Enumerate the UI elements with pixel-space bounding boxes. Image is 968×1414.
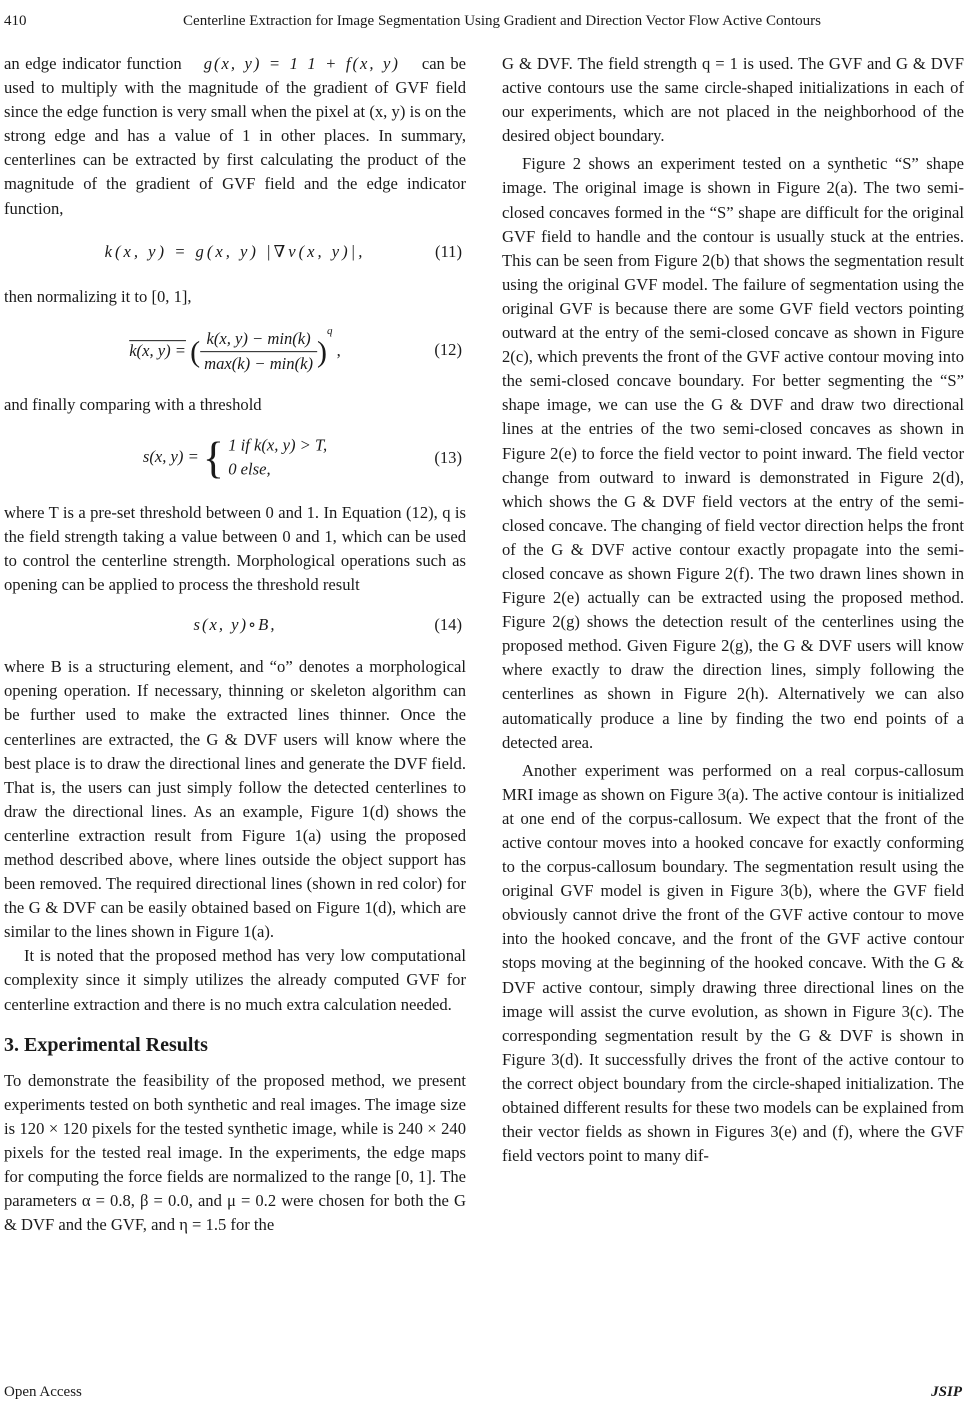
inline-equation-edge-indicator: g(x, y) = 1 1 + f(x, y) bbox=[203, 54, 400, 73]
section-heading: 3. Experimental Results bbox=[4, 1033, 208, 1056]
page-number: 410 bbox=[4, 13, 27, 29]
paragraph: Figure 2 shows an experiment tested on a synthetic “S” shape image. The original image is shown in Figure 2(a). The two semi-closed concaves formed in the “S” shape are difficult for the original GVF field to handle and the contour is usually stuck at the entries. This can be seen from Figure 2(b) that shows the segmentation result using the original GVF model. The failure of segmentation using the original GVF is because there are some GVF field vectors pointing outward at the entry of the semi-closed concave as shown in Figure 2(c), which prevents the front of the GVF active contour moving into the semi-closed concave boundary. For better segmenting the “S” shape image, we can use the G & DVF and draw two directional lines at the entries of the two semi-closed concaves as shown in Figure 2(e) to force the field vector to point inward. The field vector change from outward to inward is demonstrated in Figure 2(d), which shows the G & DVF field vectors at the entry of the semi-closed concave. The changing of field vector direction helps the front of the G & DVF active contour exactly propagate into the semi-closed concave as shown Figure 2(f). The two drawn lines shown in Figure 2(e) actually can be extracted using the proposed method. Figure 2(g) shows the detection result of the centerlines using the proposed method. Given Figure 2(g), the G & DVF users will know where exactly to draw the direction lines, simply following the centerlines as shown in Figure 2(h). Alternatively we can also automatically produce a line by finding the two end points of a detected area. bbox=[502, 154, 964, 752]
paragraph-lead: an edge indicator function bbox=[4, 54, 182, 73]
paragraph: then normalizing it to [0, 1], bbox=[4, 286, 192, 306]
left-column bbox=[4, 52, 466, 1237]
equation-12-denominator: max(k) − min(k) bbox=[204, 354, 314, 374]
equation-14 bbox=[4, 603, 466, 647]
equation-11 bbox=[4, 227, 466, 277]
paragraph bbox=[4, 52, 466, 221]
paragraph: and finally comparing with a threshold bbox=[4, 394, 262, 414]
paragraph-tail: can be used to multiply with the magnitude of the gradient of GVF field since the edge function is very small when the pixel at (x, y) is on the strong edge and has a value of 1 in other places. In summary, centerlines can be extracted by first calculating the product of the magnitude of the gradient of GVF field and the edge indicator function, bbox=[4, 54, 467, 218]
paragraph: Another experiment was performed on a real corpus-callosum MRI image as shown on Figure 3(a). The active contour is initialized at one end of the corpus-callosum. We expect that the front of the active contour moves into a hooked concave for exactly conforming to the corpus-callosum boundary. The segmentation result using the original GVF model is given in Figure 3(b), where the GVF field obviously cannot drive the front of the GVF active contour to move into the hooked concave, and the front of the GVF active contour stops moving at the beginning of the hooked concave. With the G & DVF active contour, simply drawing three directional lines on the image will assist the curve evolution, as shown in Figure 3(c). The corresponding segmentation result by the G & DVF is shown in Figure 3(d). It successfully drives the front of the active contour to the correct object boundary from the circle-shaped initialization. The obtained different results for these two models can be explained from their vector fields as shown in Figures 3(e) and (f), where the GVF field vectors point to many dif- bbox=[502, 760, 964, 1166]
equation-12-fraction bbox=[200, 330, 317, 375]
right-column bbox=[502, 52, 964, 1168]
equation-12-lhs: k(x, y) = bbox=[129, 340, 186, 360]
page-footer bbox=[4, 1384, 966, 1406]
footer-open-access: Open Access bbox=[4, 1384, 82, 1400]
equation-14-body: s(x, y)∘B, bbox=[193, 615, 277, 635]
paragraph: where B is a structuring element, and “o” denotes a morphological opening operation. If necessary, thinning or skeleton algorithm can be further used to make the extracted lines thinner. Once the centerlines are extracted, the G & DVF users will know where the best place is to draw the directional lines and generate the DVF field. That is, the users can just simply follow the detected centerlines to draw the directional lines. As an example, Figure 1(d) shows the centerline extraction result from Figure 1(a) using the proposed method described above, where lines outside the object support has been removed. The required directional lines (shown in red color) for the G & DVF can be easily obtained based on Figure 1(d), which are similar to the lines shown in Figure 1(a). bbox=[4, 657, 466, 942]
equation-12-numerator: k(x, y) − min(k) bbox=[200, 330, 317, 353]
equation-13-case-2: 0 else, bbox=[228, 459, 271, 479]
equation-12: k(x, y) = ( $\frac{k(x, y) - \min(k)}{\max(k) - \min(k)}$ )$^q$ , (12) bbox=[129, 324, 462, 374]
paragraph: where T is a pre-set threshold between 0 and 1. In Equation (12), q is the field strength taking a value between 0 and 1, which can be used to control the centerline strength. Morphological operations such as opening can be applied to process the threshold result bbox=[4, 502, 466, 595]
equation-12-exponent: q bbox=[327, 324, 333, 337]
equation-14-number: (14) bbox=[434, 615, 462, 635]
equation-13-case-1: 1 if k(x, y) > T, bbox=[228, 435, 328, 455]
equation-11-body: k(x, y) = g(x, y) |∇v(x, y)|, bbox=[104, 241, 366, 261]
running-header bbox=[4, 10, 964, 32]
equation-12-number: (12) bbox=[434, 339, 462, 359]
footer-journal: JSIP bbox=[931, 1384, 962, 1400]
equation-13: s(x, y) = { 1 if k(x, y) > T, 0 else, (13) bbox=[142, 433, 462, 483]
equation-11-number: (11) bbox=[434, 241, 462, 261]
paragraph: G & DVF. The field strength q = 1 is used. The GVF and G & DVF active contours use the same circle-shaped initializations in each of our experiments, which are not placed in the neighborhood of the desired object boundary. bbox=[502, 54, 964, 146]
paragraph: To demonstrate the feasibility of the proposed method, we present experiments tested on both synthetic and real images. The image size is 120 × 120 pixels for the tested synthetic image, while is 240 × 240 pixels for the tested real image. In the experiments, the edge maps for computing the force fields are normalized to the range [0, 1]. The parameters α = 0.8, β = 0.0, and μ = 0.2 were chosen for both the G & DVF and the GVF, and η = 1.5 for the bbox=[4, 1070, 466, 1235]
paragraph: It is noted that the proposed method has very low computational complexity since it simply utilizes the already computed GVF for centerline extraction and there is no much extra calculation needed. bbox=[4, 946, 466, 1014]
equation-13-number: (13) bbox=[434, 447, 462, 467]
equation-13-lhs: s(x, y) = bbox=[142, 446, 199, 466]
running-title: Centerline Extraction for Image Segmentation Using Gradient and Direction Vector Flow Active Contours bbox=[183, 13, 821, 29]
